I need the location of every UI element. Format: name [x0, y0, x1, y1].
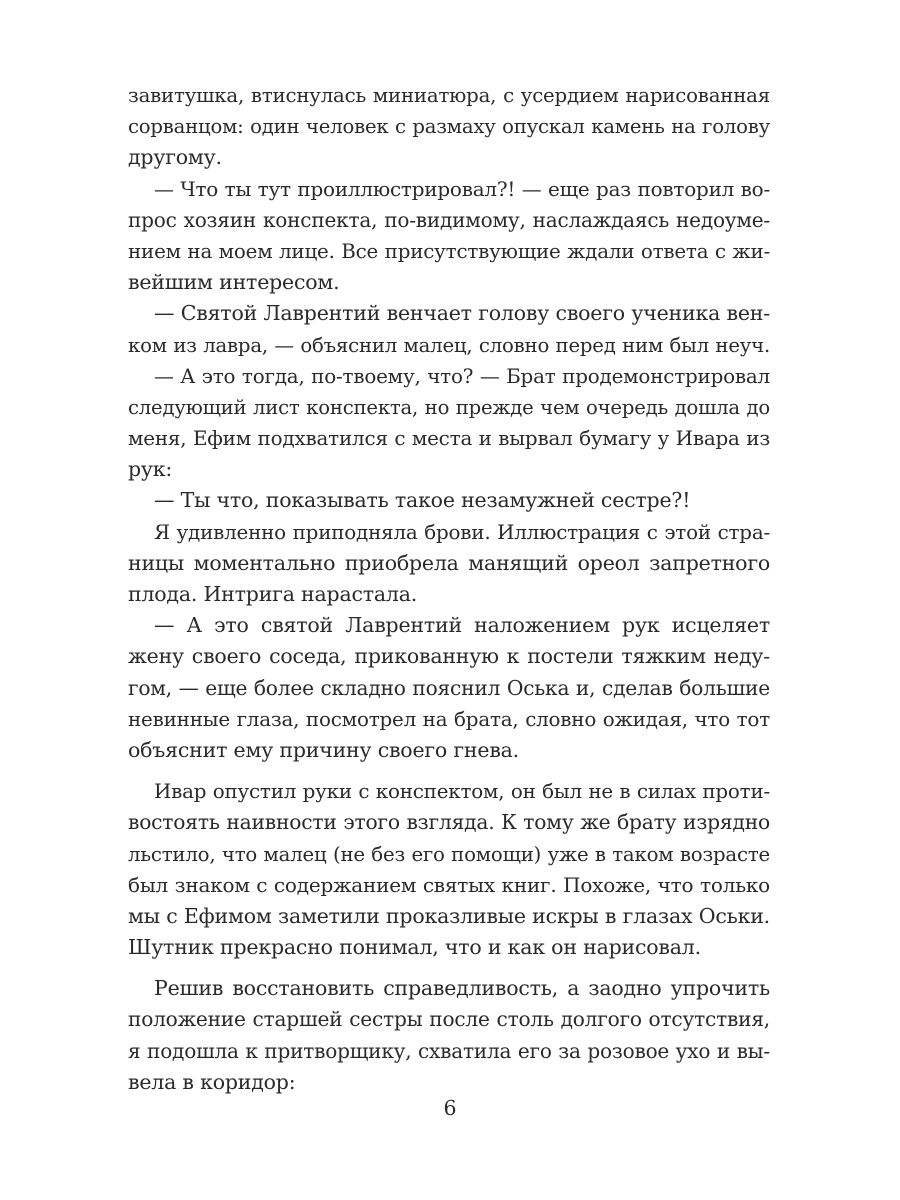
- text-line: невинные глаза, посмотрел на брата, словно ожидая, что тот: [128, 707, 770, 731]
- text-line: Решив восстановить справедливость, а заодно упрочить: [154, 976, 770, 1001]
- text-line: Я удивленно приподняла брови. Иллюстрация с этой стра-: [154, 520, 770, 544]
- text-line: другому.: [128, 145, 222, 170]
- text-line: Шутник прекрасно понимал, что и как он нарисовал.: [128, 935, 701, 960]
- text-line: — А это тогда, по-твоему, что? — Брат продемонстрировал: [154, 364, 770, 388]
- text-line: вела в коридор:: [128, 1069, 296, 1094]
- text-line: — Ты что, показывать такое незамужней сестре?!: [154, 488, 691, 513]
- text-line: нием на моем лице. Все присутствующие ждали ответа с жи-: [128, 239, 770, 263]
- text-line: — Святой Лаврентий венчает голову своего ученика вен-: [154, 301, 770, 326]
- text-line: ницы моментально приобрела манящий ореол запретного: [128, 550, 770, 575]
- text-line: востоять наивности этого взгляда. К тому же брату изрядно: [128, 810, 770, 835]
- text-line: положение старшей сестры после столь долгого отсутствия,: [128, 1007, 770, 1032]
- paragraph-gap: [128, 963, 770, 973]
- text-line: меня, Ефим подхватился с места и вырвал бумагу у Ивара из: [128, 427, 770, 451]
- text-line: вейшим интересом.: [128, 270, 340, 295]
- text-line: сорванцом: один человек с размаху опускал камень на голову: [128, 115, 770, 139]
- text-line: мы с Ефимом заметили проказливые искры в глазах Оськи.: [128, 903, 770, 928]
- text-line: объяснит ему причину своего гнева.: [128, 737, 519, 762]
- text-line: Ивар опустил руки с конспектом, он был не в силах проти-: [154, 780, 770, 804]
- text-line: завитушка, втиснулась миниатюра, с усердием нарисованная: [128, 84, 770, 107]
- page-number: 6: [443, 1096, 457, 1120]
- text-line: льстило, что малец (не без его помощи) уже в таком возрасте: [128, 842, 770, 866]
- text-line: — Что ты тут проиллюстрировал?! — еще раз повторил во-: [154, 177, 770, 201]
- text-line: ком из лавра, — объяснил малец, словно перед ним был неуч.: [128, 333, 770, 357]
- text-line: жену своего соседа, прикованную к постели тяжким неду-: [128, 644, 770, 669]
- text-line: я подошла к притворщику, схватила его за розовое ухо и вы-: [128, 1038, 770, 1063]
- text-line: следующий лист конспекта, но прежде чем очередь дошла до: [128, 395, 770, 419]
- text-line: рук:: [128, 457, 173, 482]
- text-line: был знаком с содержанием святых книг. Похоже, что только: [128, 872, 770, 897]
- text-line: прос хозяин конспекта, по-видимому, наслаждаясь недоуме-: [128, 207, 770, 232]
- body-text: [128, 80, 770, 1098]
- text-line: — А это святой Лаврентий наложением рук исцеляет: [154, 613, 770, 638]
- text-line: плода. Интрига нарастала.: [128, 582, 418, 606]
- text-line: гом, — еще более складно пояснил Оська и, сделав большие: [128, 675, 770, 700]
- paragraph-gap: [128, 766, 770, 776]
